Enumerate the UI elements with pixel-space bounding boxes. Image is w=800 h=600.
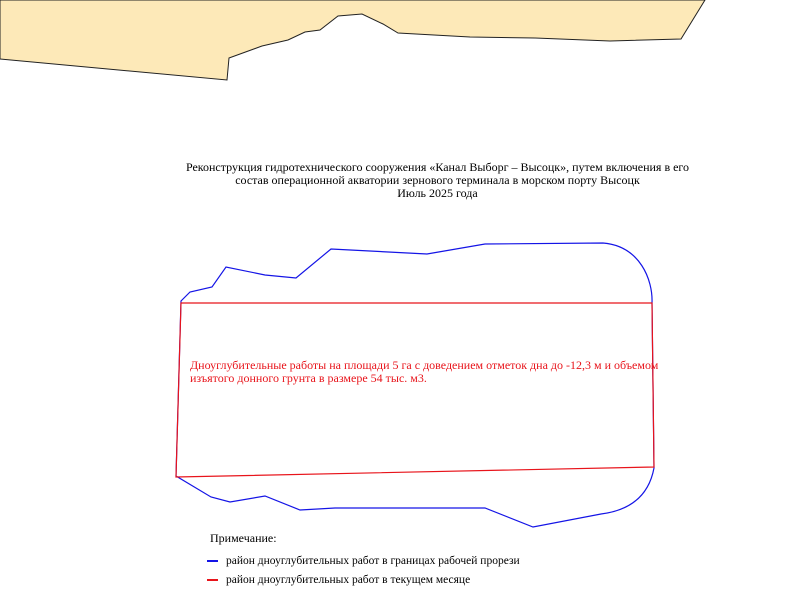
legend-item-current	[207, 574, 470, 586]
legend-swatch-blue	[207, 560, 218, 562]
title-line-3: Июль 2025 года	[397, 186, 478, 200]
map-title	[150, 161, 725, 200]
title-line-2: состав операционной акватории зернового терминала в морском порту Высоцк	[235, 173, 640, 187]
legend-swatch-red	[207, 579, 218, 581]
legend-heading: Примечание:	[210, 531, 277, 545]
dredging-channel-boundary	[176, 243, 654, 527]
land-area	[0, 0, 705, 80]
current-month-dredging-area	[176, 303, 654, 477]
legend-item-channel	[207, 555, 520, 567]
legend-label-current: район дноуглубительных работ в текущем месяце	[226, 574, 471, 586]
dredging-work-note: Дноуглубительные работы на площади 5 га с доведением отметок дна до -12,3 м и объемом изъятого донного грунта в размере 54 тыс. м3.	[190, 358, 659, 385]
legend-label-channel: район дноуглубительных работ в границах рабочей прорези	[226, 555, 520, 567]
title-line-1: Реконструкция гидротехнического сооружения «Канал Выборг – Высоцк», путем включения в его	[185, 160, 690, 174]
